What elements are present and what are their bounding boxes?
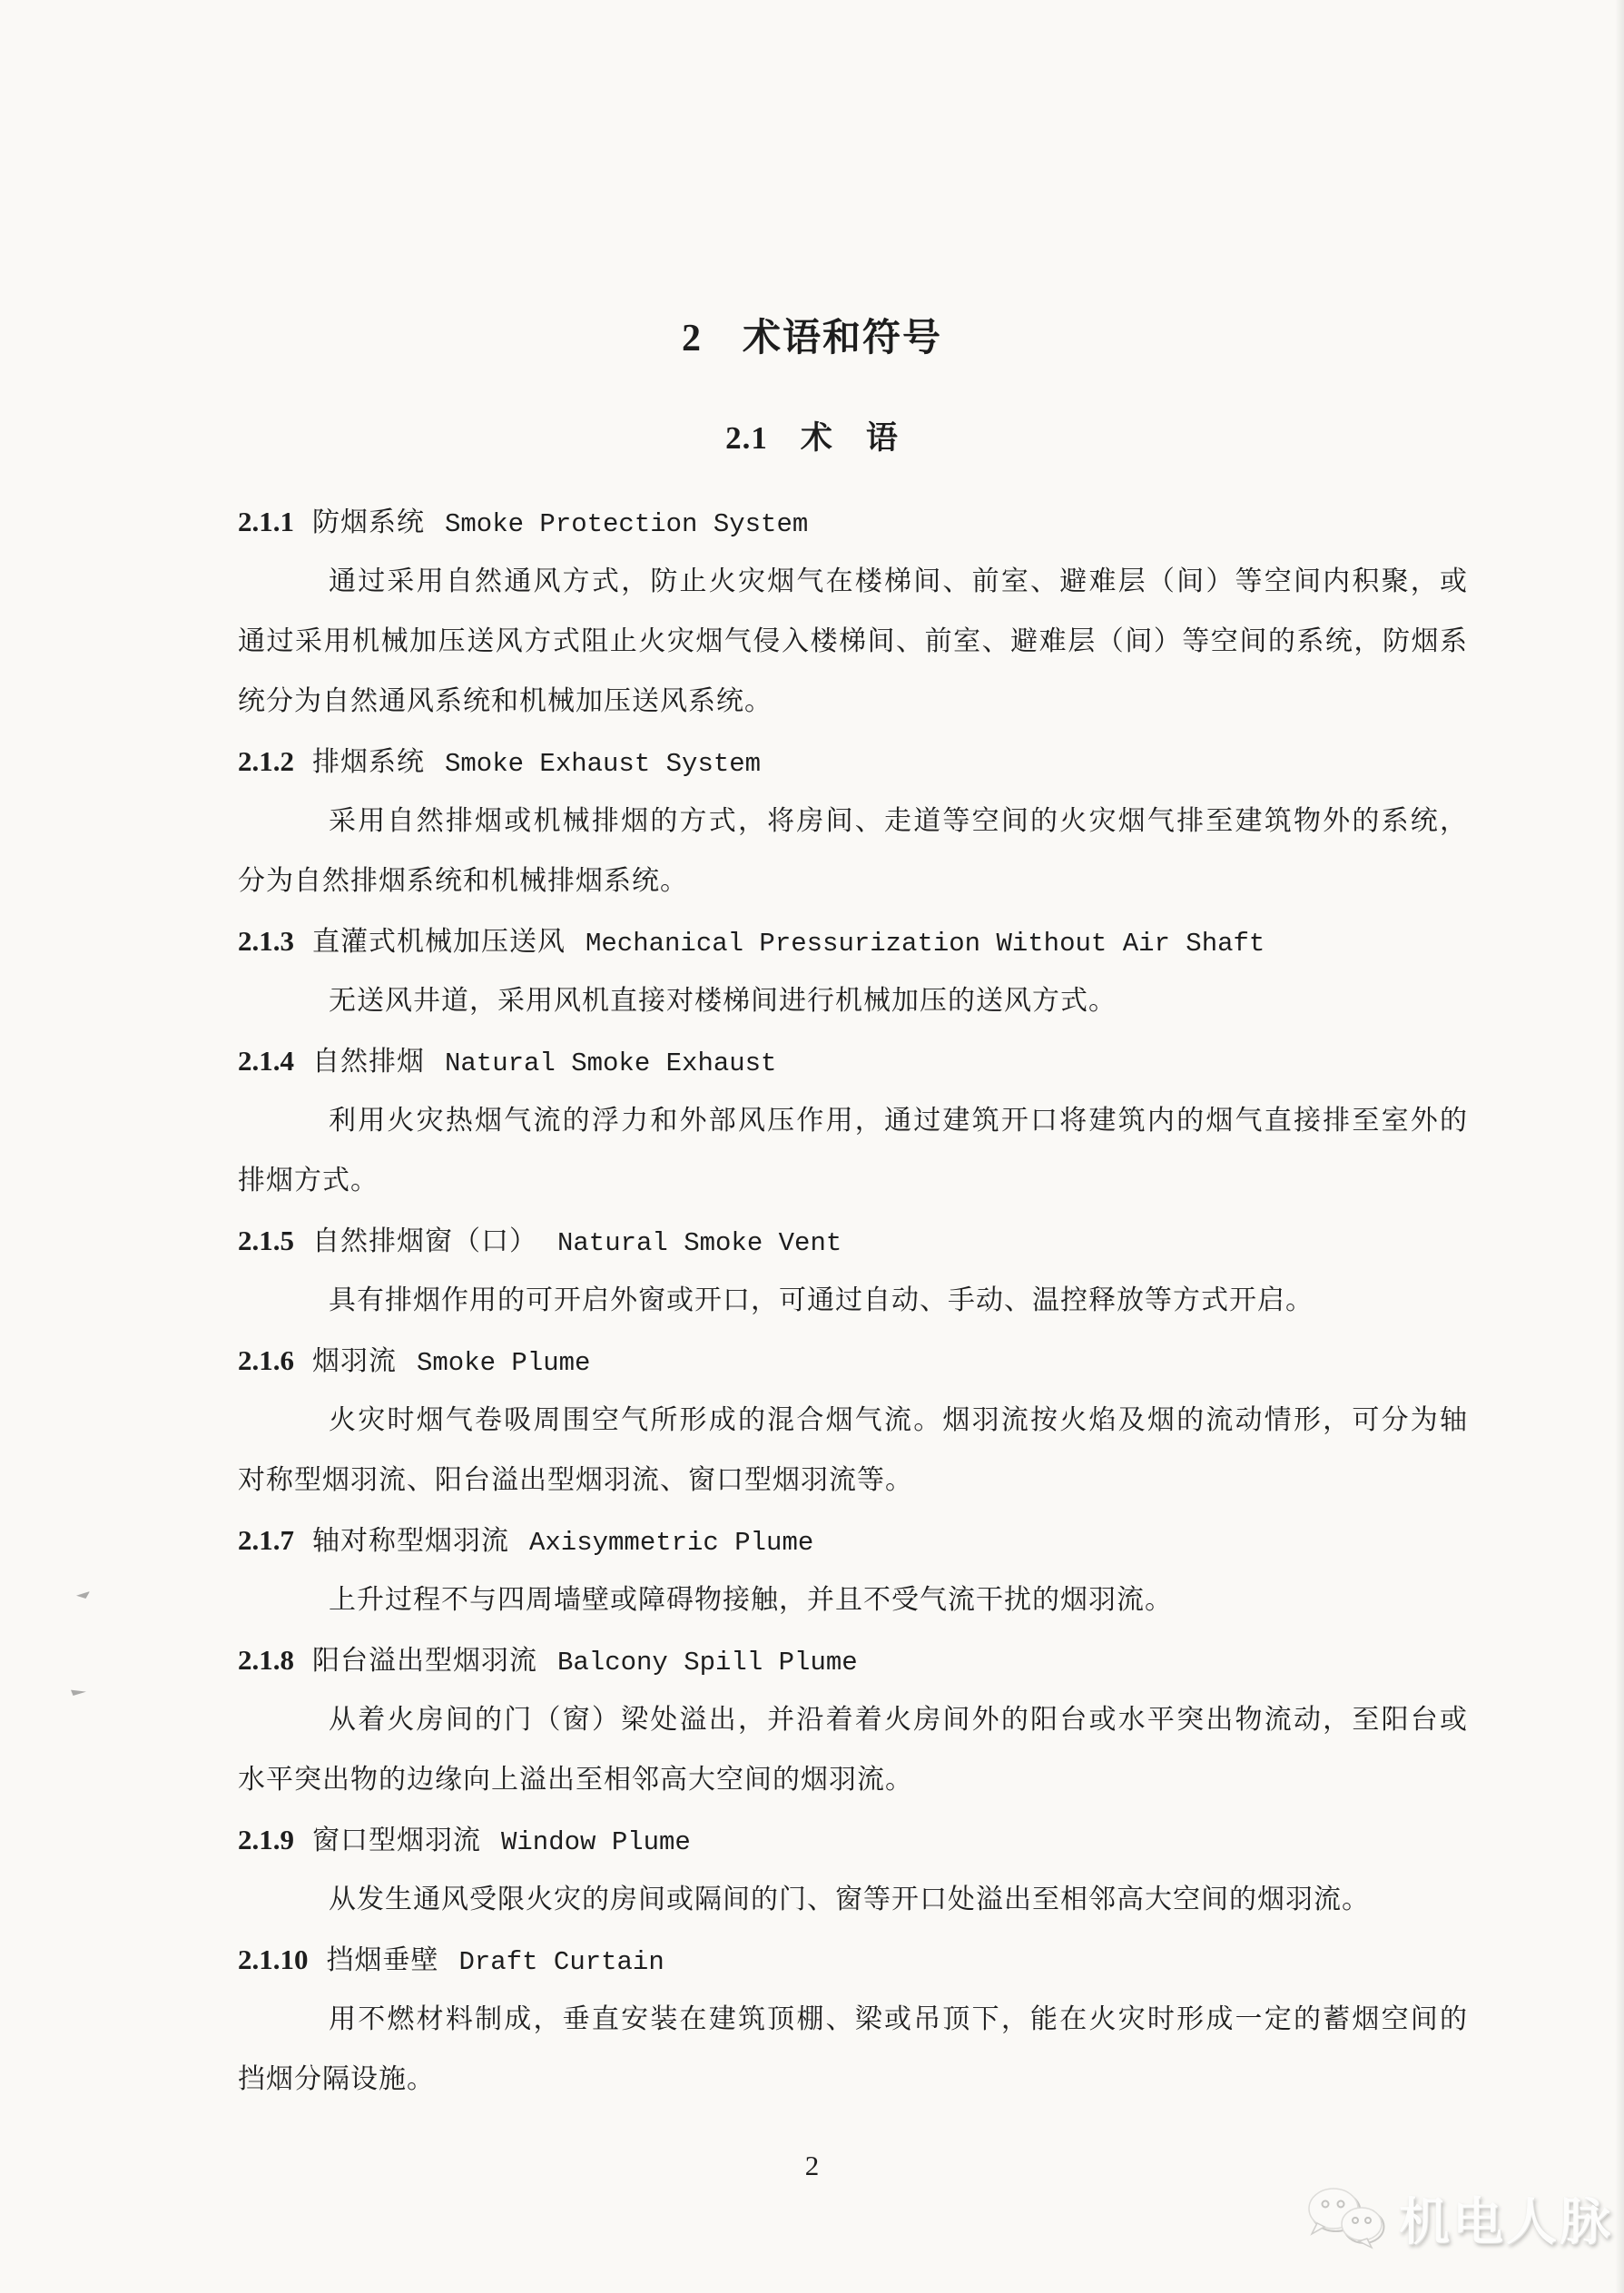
scan-speck: [71, 1688, 86, 1696]
definition-line: 对称型烟羽流、阳台溢出型烟羽流、窗口型烟羽流等。: [238, 1465, 913, 1495]
term-number: 2.1.8: [238, 1644, 294, 1676]
term-number: 2.1.10: [238, 1944, 309, 1975]
definition-line: 火灾时烟气卷吸周围空气所形成的混合烟气流。烟羽流按火焰及烟的流动情形，可分为轴: [329, 1405, 1468, 1435]
term-header: [238, 911, 1468, 971]
term-english: Natural Smoke Exhaust: [445, 1048, 777, 1078]
term-chinese: 轴对称型烟羽流: [312, 1526, 509, 1556]
term-english: Mechanical Pressurization Without Air Shaft: [586, 929, 1265, 959]
term-number: 2.1.1: [238, 506, 294, 537]
page-number: 2: [804, 2150, 820, 2181]
term-header: [238, 1511, 1468, 1570]
term-chinese: 烟羽流: [312, 1346, 397, 1376]
term-number: 2.1.9: [238, 1824, 294, 1855]
term-entry: [238, 1810, 1468, 1930]
term-header: [238, 1211, 1468, 1271]
term-chinese: 窗口型烟羽流: [312, 1826, 481, 1855]
term-entry: [238, 1511, 1468, 1630]
definition-line: 排烟方式。: [238, 1166, 379, 1196]
term-number: 2.1.3: [238, 925, 294, 957]
definition-line: 采用自然排烟或机械排烟的方式，将房间、走道等空间的火灾烟气排至建筑物外的系统，: [329, 806, 1468, 836]
term-entry: [238, 911, 1468, 1031]
term-chinese: 自然排烟窗（口）: [312, 1226, 537, 1256]
definition-line: 用不燃材料制成，垂直安装在建筑顶棚、梁或吊顶下，能在火灾时形成一定的蓄烟空间的: [329, 2004, 1468, 2034]
term-header: [238, 732, 1468, 792]
definition-line: 通过采用自然通风方式，防止火灾烟气在楼梯间、前室、避难层（间）等空间内积聚，或: [329, 566, 1468, 596]
term-chinese: 挡烟垂壁: [326, 1945, 439, 1975]
term-english: Axisymmetric Plume: [529, 1528, 814, 1558]
term-number: 2.1.4: [238, 1045, 294, 1077]
term-chinese: 阳台溢出型烟羽流: [312, 1646, 537, 1676]
term-english: Draft Curtain: [458, 1947, 664, 1977]
definition-line: 通过采用机械加压送风方式阻止火灾烟气侵入楼梯间、前室、避难层（间）等空间的系统，防烟系: [238, 626, 1468, 656]
wechat-icon: [1301, 2183, 1392, 2254]
term-english: Smoke Protection System: [445, 509, 809, 539]
term-number: 2.1.2: [238, 745, 294, 777]
watermark-text: 机电人脉: [1399, 2193, 1613, 2250]
term-entry: [238, 1630, 1468, 1810]
section-title: 2.1 术 语: [725, 420, 899, 456]
term-english: Smoke Plume: [417, 1348, 591, 1378]
term-entry: [238, 732, 1468, 911]
term-chinese: 自然排烟: [312, 1047, 425, 1077]
term-english: Smoke Exhaust System: [445, 749, 762, 779]
term-english: Balcony Spill Plume: [557, 1648, 858, 1678]
term-entry: [238, 1031, 1468, 1211]
term-header: [238, 1630, 1468, 1690]
terms-list: [238, 492, 1468, 2110]
term-entry: [238, 1331, 1468, 1511]
term-header: [238, 1930, 1468, 1990]
term-header: [238, 1031, 1468, 1091]
term-english: Window Plume: [501, 1827, 691, 1857]
term-header: [238, 1810, 1468, 1870]
definition-line: 无送风井道，采用风机直接对楼梯间进行机械加压的送风方式。: [329, 986, 1117, 1016]
definition-line: 从发生通风受限火灾的房间或隔间的门、窗等开口处溢出至相邻高大空间的烟羽流。: [329, 1885, 1370, 1914]
term-entry: [238, 1930, 1468, 2110]
term-chinese: 直灌式机械加压送风: [312, 927, 566, 957]
definition-line: 挡烟分隔设施。: [238, 2064, 435, 2094]
definition-line: 水平突出物的边缘向上溢出至相邻高大空间的烟羽流。: [238, 1765, 913, 1795]
chapter-title: 2 术语和符号: [681, 318, 942, 359]
scan-speck: [76, 1591, 90, 1599]
definition-line: 具有排烟作用的可开启外窗或开口，可通过自动、手动、温控释放等方式开启。: [329, 1285, 1314, 1315]
term-entry: [238, 1211, 1468, 1331]
term-chinese: 防烟系统: [312, 507, 425, 537]
term-number: 2.1.5: [238, 1225, 294, 1256]
term-entry: [238, 492, 1468, 732]
definition-line: 分为自然排烟系统和机械排烟系统。: [238, 866, 688, 896]
definition-line: 利用火灾热烟气流的浮力和外部风压作用，通过建筑开口将建筑内的烟气直接排至室外的: [329, 1106, 1468, 1136]
definition-line: 上升过程不与四周墙壁或障碍物接触，并且不受气流干扰的烟羽流。: [329, 1585, 1173, 1615]
term-header: [238, 492, 1468, 552]
term-number: 2.1.7: [238, 1524, 294, 1556]
definition-line: 统分为自然通风系统和机械加压送风系统。: [238, 686, 773, 716]
term-number: 2.1.6: [238, 1344, 294, 1376]
watermark: [1301, 2182, 1613, 2255]
term-chinese: 排烟系统: [312, 747, 425, 777]
term-english: Natural Smoke Vent: [557, 1228, 842, 1258]
term-header: [238, 1331, 1468, 1391]
definition-line: 从着火房间的门（窗）梁处溢出，并沿着着火房间外的阳台或水平突出物流动，至阳台或: [329, 1705, 1468, 1735]
